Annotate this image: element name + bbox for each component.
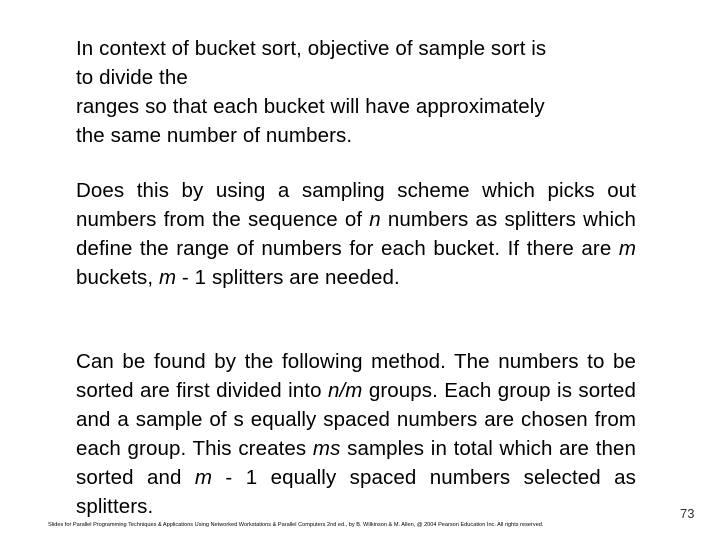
var-m: m (618, 237, 636, 260)
text-run: groups. Each group is sorted and a sample of s equally spaced numbers are chosen from each group. This creates (76, 379, 636, 460)
paragraph-objective (76, 34, 636, 150)
text-line: to divide the (76, 66, 188, 89)
var-n-over-m: n/m (327, 379, 363, 402)
var-m: m (194, 466, 213, 489)
page-number: 73 (680, 506, 695, 521)
text-run: Can be found by the following method. The numbers to be sorted are first divided into (76, 350, 636, 402)
text-run: Does this by using a sampling scheme which picks out numbers from the sequence of (76, 179, 636, 231)
text-run: - 1 equally spaced numbers selected as splitters. (76, 466, 637, 518)
text-line: ranges so that each bucket will have approximately (76, 95, 545, 118)
text-run: buckets, (76, 266, 159, 289)
text-run: samples in total which are then sorted and (76, 437, 636, 489)
footer-credit: Slides for Parallel Programming Techniques & Applications Using Networked Workstations & Parallel Computers 2nd ed., by B. Wilkinson & M. Allen, @ 2004 Pearson Education Inc. All rights reserved. (48, 522, 544, 528)
text-line: the same number of numbers. (76, 124, 353, 147)
var-ms: ms (312, 437, 341, 460)
var-n: n (369, 208, 381, 231)
text-run: numbers as splitters which define the range of numbers for each bucket. If there are (76, 208, 637, 260)
text-line: In context of bucket sort, objective of sample sort is (76, 37, 547, 60)
paragraph-method (76, 347, 636, 521)
text-run: - 1 splitters are needed. (176, 266, 400, 289)
var-m: m (158, 266, 177, 289)
paragraph-sampling (76, 176, 636, 292)
